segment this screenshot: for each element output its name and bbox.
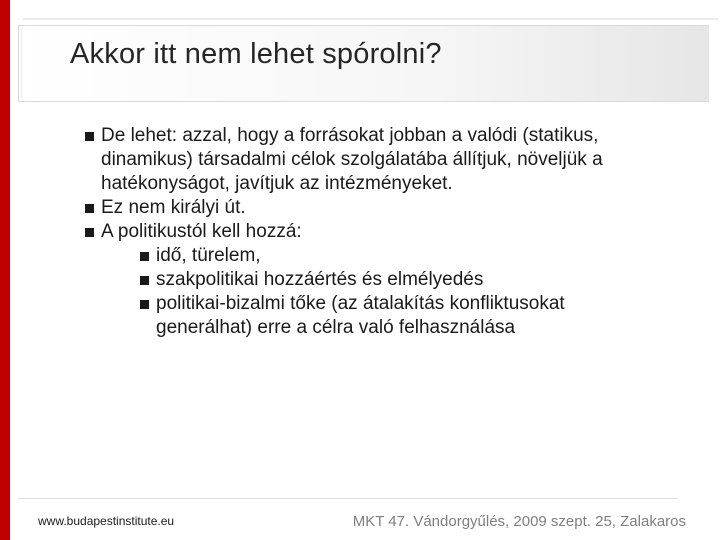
square-bullet-icon	[85, 204, 94, 213]
bullet-item	[84, 124, 606, 196]
footer-divider	[18, 498, 678, 499]
title-top-shadow	[23, 18, 718, 20]
bullet-text: Ez nem királyi út.	[101, 197, 246, 218]
accent-bar	[0, 0, 10, 540]
square-bullet-icon	[85, 132, 94, 141]
square-bullet-icon	[85, 228, 94, 237]
square-bullet-icon	[140, 252, 149, 261]
slide-title: Akkor itt nem lehet spórolni?	[70, 38, 442, 70]
sub-bullet-text: szakpolitikai hozzáértés és elmélyedés	[156, 269, 484, 290]
sub-bullet-item	[139, 292, 656, 340]
bullet-list	[84, 124, 684, 340]
bullet-item	[84, 196, 606, 220]
bullet-text: De lehet: azzal, hogy a forrásokat jobban a valódi (statikus, dinamikus) társadalmi célok szolgálatába állítjuk, növeljük a hatékonyságot, javítjuk az intézményeket.	[101, 125, 603, 194]
bullet-text: A politikustól kell hozzá:	[101, 221, 302, 242]
sub-bullet-item	[139, 244, 656, 268]
footer-event: MKT 47. Vándorgyűlés, 2009 szept. 25, Zalakaros	[352, 513, 686, 530]
square-bullet-icon	[140, 300, 149, 309]
sub-bullet-text: politikai-bizalmi tőke (az átalakítás konfliktusokat generálhat) erre a célra való felhasználása	[156, 293, 565, 338]
footer-website: www.budapestinstitute.eu	[38, 514, 175, 528]
sub-bullet-text: idő, türelem,	[156, 245, 261, 266]
square-bullet-icon	[140, 276, 149, 285]
bullet-item	[84, 220, 606, 244]
sub-bullet-item	[139, 268, 656, 292]
